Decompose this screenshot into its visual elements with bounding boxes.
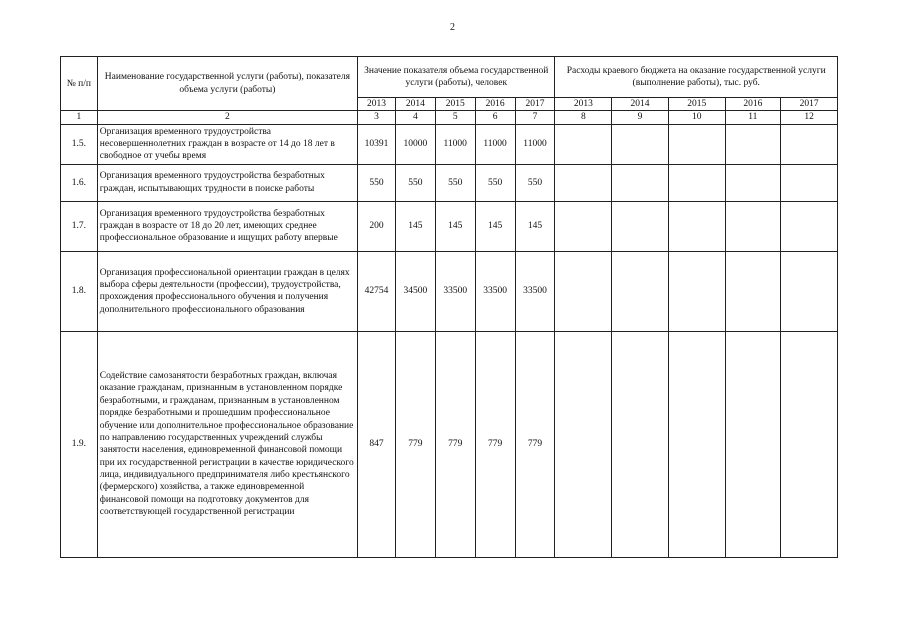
volume-value: 779 [515,331,555,557]
header-volume: Значение показателя объема государственной услуги (работы), человек [358,57,555,98]
volume-value: 10000 [395,124,435,164]
year-cell: 2015 [668,98,725,111]
budget-value [725,124,781,164]
header-num: № п/п [61,57,98,111]
budget-value [555,251,612,331]
column-number: 4 [395,111,435,124]
year-cell: 2014 [395,98,435,111]
budget-value [555,124,612,164]
year-cell: 2013 [358,98,396,111]
volume-value: 34500 [395,251,435,331]
volume-value: 145 [395,201,435,251]
budget-value [612,164,669,201]
volume-value: 33500 [435,251,475,331]
volume-value: 11000 [515,124,555,164]
volume-value: 779 [435,331,475,557]
volume-value: 779 [395,331,435,557]
header-name: Наименование государственной услуги (работы), показателя объема услуги (работы) [97,57,357,111]
service-name: Содействие самозанятости безработных граждан, включая оказание гражданам, признанным в установленном порядке безработными, и гражданам, признанным в установленном порядке безработными и прошедшим профессиональное обучение или дополнительное профессиональное образование по направлению государственных учреждений службы занятости населения, единовременной финансовой помощи при их государственной регистрации в качестве юридического лица, индивидуального предпринимателя либо крестьянского (фермерского) хозяйства, а также единовременной финансовой помощи на подготовку документов для соответствующей государственной регистрации [97,331,357,557]
table-row [61,201,838,251]
budget-value [612,201,669,251]
year-cell: 2017 [781,98,838,111]
year-cell: 2017 [515,98,555,111]
services-table [60,56,838,558]
service-name: Организация профессиональной ориентации граждан в целях выбора сферы деятельности (профессии), трудоустройства, прохождения профессионального обучения и получения дополнительного профессионального образования [97,251,357,331]
table-row [61,164,838,201]
budget-value [612,124,669,164]
year-cell: 2014 [612,98,669,111]
volume-value: 10391 [358,124,396,164]
column-number: 11 [725,111,781,124]
service-name: Организация временного трудоустройства безработных граждан в возрасте от 18 до 20 лет, имеющих среднее профессиональное образование и ищущих работу впервые [97,201,357,251]
budget-value [725,251,781,331]
volume-value: 11000 [435,124,475,164]
budget-value [612,331,669,557]
volume-value: 33500 [515,251,555,331]
budget-value [668,201,725,251]
volume-value: 145 [475,201,515,251]
column-number: 3 [358,111,396,124]
budget-value [668,331,725,557]
budget-value [555,201,612,251]
column-number: 9 [612,111,669,124]
volume-value: 550 [435,164,475,201]
volume-value: 33500 [475,251,515,331]
year-cell: 2016 [475,98,515,111]
budget-value [781,124,838,164]
column-number: 10 [668,111,725,124]
row-number: 1.7. [61,201,98,251]
column-number: 12 [781,111,838,124]
budget-value [668,251,725,331]
volume-value: 847 [358,331,396,557]
volume-value: 200 [358,201,396,251]
row-number: 1.9. [61,331,98,557]
volume-value: 550 [395,164,435,201]
budget-value [725,164,781,201]
volume-value: 550 [358,164,396,201]
budget-value [725,331,781,557]
service-name: Организация временного трудоустройства безработных граждан, испытывающих трудности в поиске работы [97,164,357,201]
year-cell: 2016 [725,98,781,111]
budget-value [555,164,612,201]
budget-value [668,164,725,201]
table-row [61,251,838,331]
column-number: 6 [475,111,515,124]
budget-value [781,331,838,557]
service-name: Организация временного трудоустройства несовершеннолетних граждан в возрасте от 14 до 18 лет в свободное от учебы время [97,124,357,164]
budget-value [725,201,781,251]
column-numbers-row [61,111,838,124]
table-row [61,124,838,164]
column-number: 1 [61,111,98,124]
year-cell: 2015 [435,98,475,111]
table-row [61,331,838,557]
row-number: 1.5. [61,124,98,164]
column-number: 8 [555,111,612,124]
volume-value: 145 [515,201,555,251]
volume-value: 550 [515,164,555,201]
budget-value [781,201,838,251]
column-number: 2 [97,111,357,124]
header-budget: Расходы краевого бюджета на оказание государственной услуги (выполнение работы), тыс. руб. [555,57,838,98]
year-cell: 2013 [555,98,612,111]
volume-value: 145 [435,201,475,251]
row-number: 1.8. [61,251,98,331]
volume-value: 42754 [358,251,396,331]
budget-value [781,251,838,331]
budget-value [668,124,725,164]
header-row [61,57,838,98]
budget-value [781,164,838,201]
budget-value [555,331,612,557]
page-number: 2 [450,22,455,33]
row-number: 1.6. [61,164,98,201]
budget-value [612,251,669,331]
volume-value: 11000 [475,124,515,164]
column-number: 7 [515,111,555,124]
volume-value: 779 [475,331,515,557]
volume-value: 550 [475,164,515,201]
column-number: 5 [435,111,475,124]
